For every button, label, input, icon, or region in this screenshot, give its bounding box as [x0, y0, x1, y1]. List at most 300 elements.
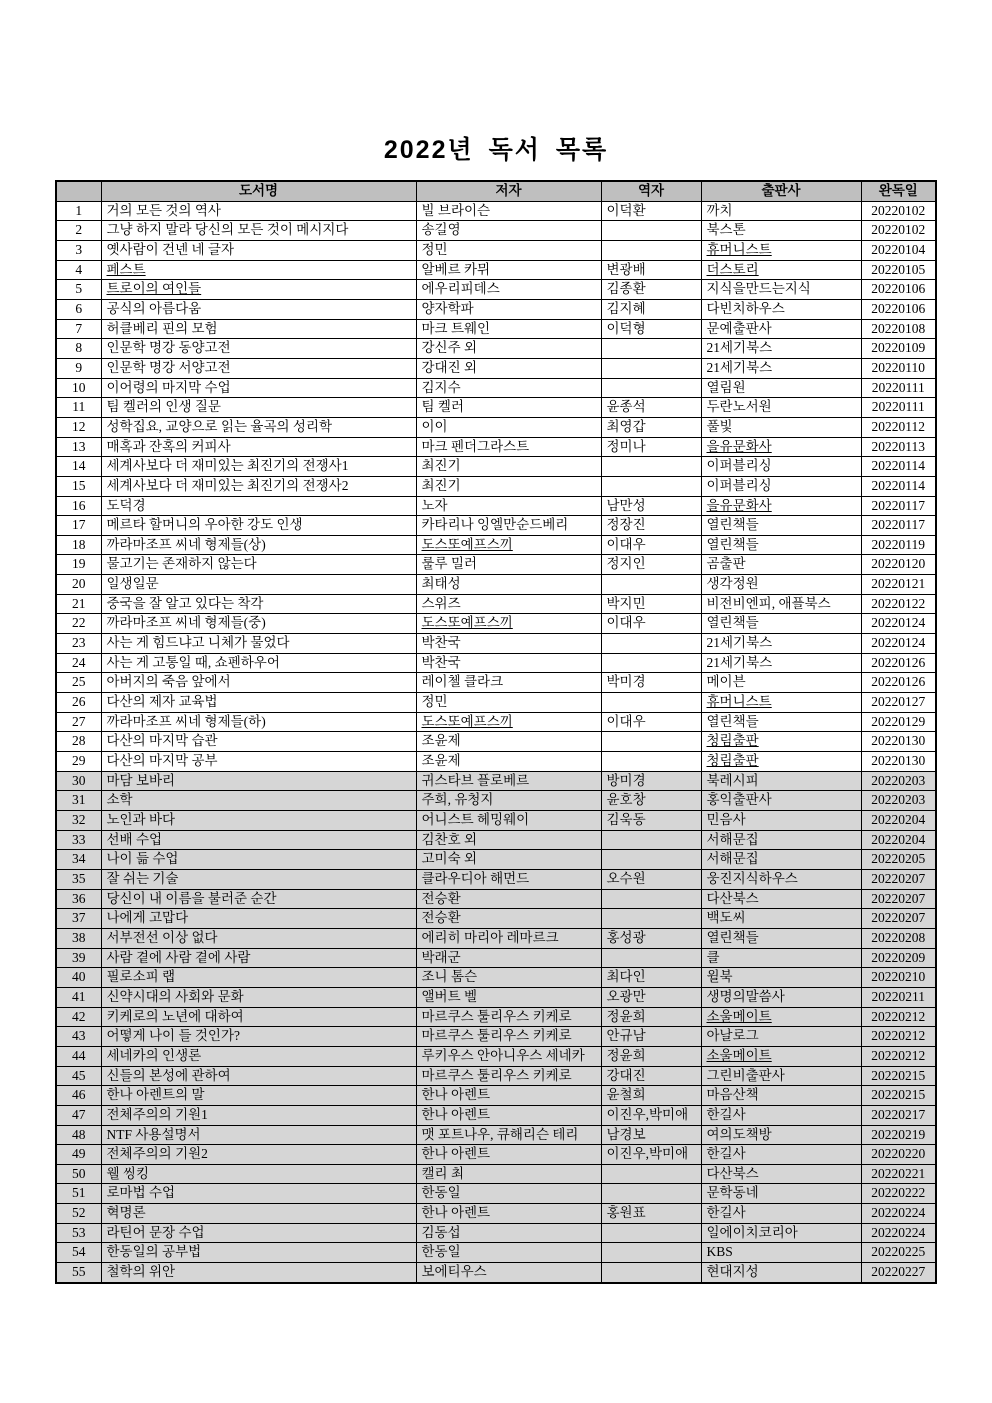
author-cell: 한나 아렌트	[416, 1105, 601, 1125]
book-title-cell: 사람 곁에 사람 곁에 사람	[101, 948, 416, 968]
author-cell: 한나 아렌트	[416, 1145, 601, 1165]
finish-date-cell: 20220108	[861, 319, 936, 339]
translator-cell: 김지혜	[601, 299, 701, 319]
author-cell: 조윤제	[416, 732, 601, 752]
publisher-cell: 21세기북스	[701, 634, 861, 654]
row-number-cell: 35	[56, 869, 101, 889]
finish-date-cell: 20220126	[861, 673, 936, 693]
author-cell: 룰루 밀러	[416, 555, 601, 575]
translator-cell	[601, 909, 701, 929]
table-row	[56, 771, 936, 791]
table-row	[56, 496, 936, 516]
translator-cell: 최다인	[601, 968, 701, 988]
translator-cell: 정지인	[601, 555, 701, 575]
book-title-cell: 인문학 명강 서양고전	[101, 358, 416, 378]
author-cell: 강신주 외	[416, 339, 601, 359]
translator-cell: 윤종석	[601, 398, 701, 418]
author-cell: 에리히 마리아 레마르크	[416, 928, 601, 948]
row-number-cell: 25	[56, 673, 101, 693]
row-number-cell: 12	[56, 417, 101, 437]
finish-date-cell: 20220122	[861, 594, 936, 614]
finish-date-cell: 20220114	[861, 457, 936, 477]
publisher-cell: 한길사	[701, 1105, 861, 1125]
row-number-cell: 1	[56, 201, 101, 221]
translator-cell	[601, 339, 701, 359]
table-row	[56, 1105, 936, 1125]
book-title-cell: 세네카의 인생론	[101, 1046, 416, 1066]
book-title-cell: 신들의 본성에 관하여	[101, 1066, 416, 1086]
book-title-cell: 전체주의의 기원1	[101, 1105, 416, 1125]
book-title-cell: 매혹과 잔혹의 커피사	[101, 437, 416, 457]
author-cell: 송길영	[416, 221, 601, 241]
author-cell: 한동일	[416, 1184, 601, 1204]
book-title-cell: 일생일문	[101, 575, 416, 595]
table-row	[56, 850, 936, 870]
book-title-cell: 다산의 마지막 습관	[101, 732, 416, 752]
book-title-cell: 라틴어 문장 수업	[101, 1223, 416, 1243]
finish-date-cell: 20220110	[861, 358, 936, 378]
book-title-cell: 웰 씽킹	[101, 1164, 416, 1184]
author-cell: 최진기	[416, 457, 601, 477]
book-title-cell: 메르타 할머니의 우아한 강도 인생	[101, 516, 416, 536]
table-row	[56, 555, 936, 575]
publisher-cell: 곰출판	[701, 555, 861, 575]
finish-date-cell: 20220117	[861, 516, 936, 536]
author-cell: 클라우디아 해먼드	[416, 869, 601, 889]
book-title-cell: 세계사보다 더 재미있는 최진기의 전쟁사1	[101, 457, 416, 477]
publisher-cell: 다산북스	[701, 1164, 861, 1184]
author-cell: 도스또예프스끼	[416, 535, 601, 555]
row-number-cell: 4	[56, 260, 101, 280]
table-row	[56, 752, 936, 772]
book-title-cell: 나이 듦 수업	[101, 850, 416, 870]
author-cell: 정민	[416, 693, 601, 713]
finish-date-cell: 20220119	[861, 535, 936, 555]
finish-date-cell: 20220219	[861, 1125, 936, 1145]
translator-cell: 정윤희	[601, 1007, 701, 1027]
author-cell: 최진기	[416, 476, 601, 496]
table-row	[56, 948, 936, 968]
table-row	[56, 1204, 936, 1224]
book-title-cell: 선배 수업	[101, 830, 416, 850]
book-title-cell: 철학의 위안	[101, 1263, 416, 1283]
publisher-cell: 소울메이트	[701, 1046, 861, 1066]
publisher-cell: 현대지성	[701, 1263, 861, 1283]
publisher-cell: 윌북	[701, 968, 861, 988]
author-cell: 캘리 최	[416, 1164, 601, 1184]
finish-date-cell: 20220126	[861, 653, 936, 673]
publisher-cell: 문예출판사	[701, 319, 861, 339]
finish-date-cell: 20220210	[861, 968, 936, 988]
book-title-cell: 그냥 하지 말라 당신의 모든 것이 메시지다	[101, 221, 416, 241]
book-title-cell: 한동일의 공부법	[101, 1243, 416, 1263]
author-cell: 노자	[416, 496, 601, 516]
row-number-cell: 38	[56, 928, 101, 948]
author-cell: 조윤제	[416, 752, 601, 772]
table-row	[56, 1243, 936, 1263]
publisher-cell: 북스톤	[701, 221, 861, 241]
table-row	[56, 398, 936, 418]
author-cell: 주희, 유청지	[416, 791, 601, 811]
finish-date-cell: 20220208	[861, 928, 936, 948]
author-cell: 이이	[416, 417, 601, 437]
translator-cell: 윤호창	[601, 791, 701, 811]
translator-cell	[601, 240, 701, 260]
publisher-cell: 청림출판	[701, 752, 861, 772]
table-row	[56, 437, 936, 457]
book-title-cell: 인문학 명강 동양고전	[101, 339, 416, 359]
table-row	[56, 457, 936, 477]
book-title-cell: NTF 사용설명서	[101, 1125, 416, 1145]
author-cell: 루키우스 안아니우스 세네카	[416, 1046, 601, 1066]
author-cell: 보에티우스	[416, 1263, 601, 1283]
row-number-cell: 29	[56, 752, 101, 772]
translator-cell: 김욱동	[601, 811, 701, 831]
publisher-cell: 휴머니스트	[701, 693, 861, 713]
row-number-cell: 27	[56, 712, 101, 732]
table-row	[56, 516, 936, 536]
author-cell: 한동일	[416, 1243, 601, 1263]
publisher-cell: 열린책들	[701, 535, 861, 555]
author-cell: 알베르 카뮈	[416, 260, 601, 280]
finish-date-cell: 20220111	[861, 398, 936, 418]
table-row	[56, 1263, 936, 1283]
publisher-cell: 풀빛	[701, 417, 861, 437]
table-row	[56, 1027, 936, 1047]
row-number-cell: 3	[56, 240, 101, 260]
publisher-cell: 한길사	[701, 1145, 861, 1165]
publisher-cell: 두란노서원	[701, 398, 861, 418]
finish-date-cell: 20220127	[861, 693, 936, 713]
table-row	[56, 260, 936, 280]
row-number-cell: 28	[56, 732, 101, 752]
publisher-cell: 한길사	[701, 1204, 861, 1224]
translator-cell: 정장진	[601, 516, 701, 536]
publisher-cell: 소울메이트	[701, 1007, 861, 1027]
finish-date-cell: 20220224	[861, 1204, 936, 1224]
publisher-cell: 다빈치하우스	[701, 299, 861, 319]
book-title-cell: 트로이의 여인들	[101, 280, 416, 300]
translator-cell: 안규남	[601, 1027, 701, 1047]
row-number-cell: 30	[56, 771, 101, 791]
author-cell: 한나 아렌트	[416, 1086, 601, 1106]
row-number-cell: 23	[56, 634, 101, 654]
translator-cell: 홍원표	[601, 1204, 701, 1224]
finish-date-cell: 20220204	[861, 830, 936, 850]
table-row	[56, 909, 936, 929]
translator-cell: 이진우,박미애	[601, 1145, 701, 1165]
translator-cell: 남경보	[601, 1125, 701, 1145]
table-row	[56, 417, 936, 437]
finish-date-cell: 20220124	[861, 634, 936, 654]
row-number-cell: 51	[56, 1184, 101, 1204]
author-cell: 맷 포트나우, 큐해리슨 테리	[416, 1125, 601, 1145]
publisher-cell: 웅진지식하우스	[701, 869, 861, 889]
book-title-cell: 옛사람이 건넨 네 글자	[101, 240, 416, 260]
book-title-cell: 다산의 마지막 공부	[101, 752, 416, 772]
finish-date-cell: 20220104	[861, 240, 936, 260]
finish-date-cell: 20220102	[861, 201, 936, 221]
author-cell: 빌 브라이슨	[416, 201, 601, 221]
author-cell: 도스또예프스끼	[416, 614, 601, 634]
translator-cell: 김종환	[601, 280, 701, 300]
publisher-cell: 아날로그	[701, 1027, 861, 1047]
publisher-cell: 서해문집	[701, 830, 861, 850]
row-number-cell: 10	[56, 378, 101, 398]
publisher-cell: 열린책들	[701, 516, 861, 536]
finish-date-cell: 20220215	[861, 1066, 936, 1086]
table-row	[56, 280, 936, 300]
table-row	[56, 535, 936, 555]
row-number-cell: 49	[56, 1145, 101, 1165]
publisher-cell: 이퍼블리싱	[701, 476, 861, 496]
finish-date-cell: 20220225	[861, 1243, 936, 1263]
finish-date-cell: 20220204	[861, 811, 936, 831]
book-title-cell: 팀 켈러의 인생 질문	[101, 398, 416, 418]
finish-date-cell: 20220207	[861, 909, 936, 929]
book-title-cell: 이어령의 마지막 수업	[101, 378, 416, 398]
row-number-cell: 11	[56, 398, 101, 418]
translator-cell	[601, 830, 701, 850]
row-number-cell: 9	[56, 358, 101, 378]
row-number-cell: 39	[56, 948, 101, 968]
book-title-cell: 당신이 내 이름을 불러준 순간	[101, 889, 416, 909]
finish-date-cell: 20220109	[861, 339, 936, 359]
finish-date-cell: 20220105	[861, 260, 936, 280]
row-number-cell: 45	[56, 1066, 101, 1086]
author-cell: 박래군	[416, 948, 601, 968]
finish-date-cell: 20220124	[861, 614, 936, 634]
row-number-cell: 5	[56, 280, 101, 300]
row-number-cell: 19	[56, 555, 101, 575]
publisher-cell: 북레시피	[701, 771, 861, 791]
table-row	[56, 1145, 936, 1165]
translator-cell	[601, 378, 701, 398]
publisher-cell: 열림원	[701, 378, 861, 398]
row-number-cell: 13	[56, 437, 101, 457]
book-title-cell: 거의 모든 것의 역사	[101, 201, 416, 221]
finish-date-cell: 20220114	[861, 476, 936, 496]
finish-date-cell: 20220215	[861, 1086, 936, 1106]
publisher-cell: 생각정원	[701, 575, 861, 595]
translator-cell: 이덕형	[601, 319, 701, 339]
row-number-cell: 53	[56, 1223, 101, 1243]
finish-date-cell: 20220224	[861, 1223, 936, 1243]
author-cell: 앨버트 벨	[416, 987, 601, 1007]
book-title-cell: 다산의 제자 교육법	[101, 693, 416, 713]
book-title-cell: 사는 게 고통일 때, 쇼펜하우어	[101, 653, 416, 673]
publisher-cell: 다산북스	[701, 889, 861, 909]
publisher-cell: 더스토리	[701, 260, 861, 280]
finish-date-cell: 20220222	[861, 1184, 936, 1204]
book-title-cell: 소학	[101, 791, 416, 811]
publisher-cell: 메이븐	[701, 673, 861, 693]
finish-date-cell: 20220106	[861, 299, 936, 319]
publisher-cell: 그린비출판사	[701, 1066, 861, 1086]
book-title-cell: 전체주의의 기원2	[101, 1145, 416, 1165]
header-number	[56, 181, 101, 201]
table-row	[56, 1184, 936, 1204]
author-cell: 팀 켈러	[416, 398, 601, 418]
author-cell: 박찬국	[416, 653, 601, 673]
table-row	[56, 299, 936, 319]
row-number-cell: 44	[56, 1046, 101, 1066]
translator-cell	[601, 634, 701, 654]
row-number-cell: 32	[56, 811, 101, 831]
finish-date-cell: 20220102	[861, 221, 936, 241]
row-number-cell: 33	[56, 830, 101, 850]
book-title-cell: 도덕경	[101, 496, 416, 516]
book-title-cell: 나에게 고맙다	[101, 909, 416, 929]
row-number-cell: 41	[56, 987, 101, 1007]
row-number-cell: 46	[56, 1086, 101, 1106]
translator-cell	[601, 948, 701, 968]
table-row	[56, 712, 936, 732]
publisher-cell: 청림출판	[701, 732, 861, 752]
table-row	[56, 1007, 936, 1027]
page-title: 2022년 독서 목록	[383, 136, 609, 164]
translator-cell: 오수원	[601, 869, 701, 889]
table-row	[56, 1046, 936, 1066]
translator-cell: 박지민	[601, 594, 701, 614]
finish-date-cell: 20220205	[861, 850, 936, 870]
author-cell: 전승환	[416, 909, 601, 929]
row-number-cell: 18	[56, 535, 101, 555]
finish-date-cell: 20220209	[861, 948, 936, 968]
row-number-cell: 34	[56, 850, 101, 870]
publisher-cell: 클	[701, 948, 861, 968]
finish-date-cell: 20220111	[861, 378, 936, 398]
book-title-cell: 사는 게 힘드냐고 니체가 물었다	[101, 634, 416, 654]
publisher-cell: 21세기북스	[701, 339, 861, 359]
table-row	[56, 693, 936, 713]
book-title-cell: 혁명론	[101, 1204, 416, 1224]
publisher-cell: 지식을만드는지식	[701, 280, 861, 300]
translator-cell: 이대우	[601, 614, 701, 634]
author-cell: 마크 트웨인	[416, 319, 601, 339]
book-title-cell: 키케로의 노년에 대하여	[101, 1007, 416, 1027]
author-cell: 김지수	[416, 378, 601, 398]
book-title-cell: 성학집요, 교양으로 읽는 율곡의 성리학	[101, 417, 416, 437]
finish-date-cell: 20220207	[861, 869, 936, 889]
translator-cell: 남만성	[601, 496, 701, 516]
author-cell: 정민	[416, 240, 601, 260]
author-cell: 김찬호 외	[416, 830, 601, 850]
author-cell: 카타리나 잉엘만순드베리	[416, 516, 601, 536]
author-cell: 조니 톰슨	[416, 968, 601, 988]
translator-cell	[601, 732, 701, 752]
translator-cell	[601, 889, 701, 909]
table-row	[56, 575, 936, 595]
author-cell: 양자학파	[416, 299, 601, 319]
book-title-cell: 물고기는 존재하지 않는다	[101, 555, 416, 575]
author-cell: 최태성	[416, 575, 601, 595]
author-cell: 어니스트 헤밍웨이	[416, 811, 601, 831]
row-number-cell: 15	[56, 476, 101, 496]
translator-cell	[601, 575, 701, 595]
row-number-cell: 21	[56, 594, 101, 614]
author-cell: 레이첼 클라크	[416, 673, 601, 693]
row-number-cell: 7	[56, 319, 101, 339]
author-cell: 귀스타브 플로베르	[416, 771, 601, 791]
author-cell: 강대진 외	[416, 358, 601, 378]
table-row	[56, 339, 936, 359]
translator-cell: 최영갑	[601, 417, 701, 437]
table-row	[56, 594, 936, 614]
table-row	[56, 358, 936, 378]
table-row	[56, 653, 936, 673]
book-title-cell: 허클베리 핀의 모험	[101, 319, 416, 339]
row-number-cell: 43	[56, 1027, 101, 1047]
finish-date-cell: 20220212	[861, 1007, 936, 1027]
book-title-cell: 공식의 아름다움	[101, 299, 416, 319]
table-row	[56, 201, 936, 221]
author-cell: 고미숙 외	[416, 850, 601, 870]
publisher-cell: 여의도책방	[701, 1125, 861, 1145]
translator-cell: 오광만	[601, 987, 701, 1007]
table-body	[56, 201, 936, 1283]
finish-date-cell: 20220203	[861, 771, 936, 791]
author-cell: 마르쿠스 툴리우스 키케로	[416, 1007, 601, 1027]
row-number-cell: 6	[56, 299, 101, 319]
book-title-cell: 잘 쉬는 기술	[101, 869, 416, 889]
table-row	[56, 319, 936, 339]
finish-date-cell: 20220212	[861, 1046, 936, 1066]
book-title-cell: 어떻게 나이 들 것인가?	[101, 1027, 416, 1047]
table-row	[56, 634, 936, 654]
row-number-cell: 20	[56, 575, 101, 595]
publisher-cell: 홍익출판사	[701, 791, 861, 811]
translator-cell	[601, 1184, 701, 1204]
publisher-cell: 휴머니스트	[701, 240, 861, 260]
publisher-cell: 백도씨	[701, 909, 861, 929]
publisher-cell: 서해문집	[701, 850, 861, 870]
finish-date-cell: 20220112	[861, 417, 936, 437]
publisher-cell: 21세기북스	[701, 653, 861, 673]
translator-cell: 이덕환	[601, 201, 701, 221]
translator-cell	[601, 358, 701, 378]
translator-cell	[601, 653, 701, 673]
translator-cell	[601, 1243, 701, 1263]
translator-cell	[601, 457, 701, 477]
author-cell: 마크 펜더그라스트	[416, 437, 601, 457]
row-number-cell: 26	[56, 693, 101, 713]
translator-cell: 정미나	[601, 437, 701, 457]
author-cell: 전승환	[416, 889, 601, 909]
table-row	[56, 987, 936, 1007]
author-cell: 한나 아렌트	[416, 1204, 601, 1224]
translator-cell	[601, 752, 701, 772]
finish-date-cell: 20220117	[861, 496, 936, 516]
publisher-cell: 마음산책	[701, 1086, 861, 1106]
finish-date-cell: 20220113	[861, 437, 936, 457]
table-row	[56, 928, 936, 948]
publisher-cell: 을유문화사	[701, 496, 861, 516]
header-author: 저자	[416, 181, 601, 201]
publisher-cell: 열린책들	[701, 928, 861, 948]
translator-cell	[601, 221, 701, 241]
publisher-cell: 이퍼블리싱	[701, 457, 861, 477]
translator-cell	[601, 850, 701, 870]
translator-cell: 홍성광	[601, 928, 701, 948]
table-row	[56, 1125, 936, 1145]
book-title-cell: 노인과 바다	[101, 811, 416, 831]
table-row	[56, 869, 936, 889]
table-row	[56, 476, 936, 496]
table-row	[56, 221, 936, 241]
publisher-cell: KBS	[701, 1243, 861, 1263]
book-title-cell: 페스트	[101, 260, 416, 280]
